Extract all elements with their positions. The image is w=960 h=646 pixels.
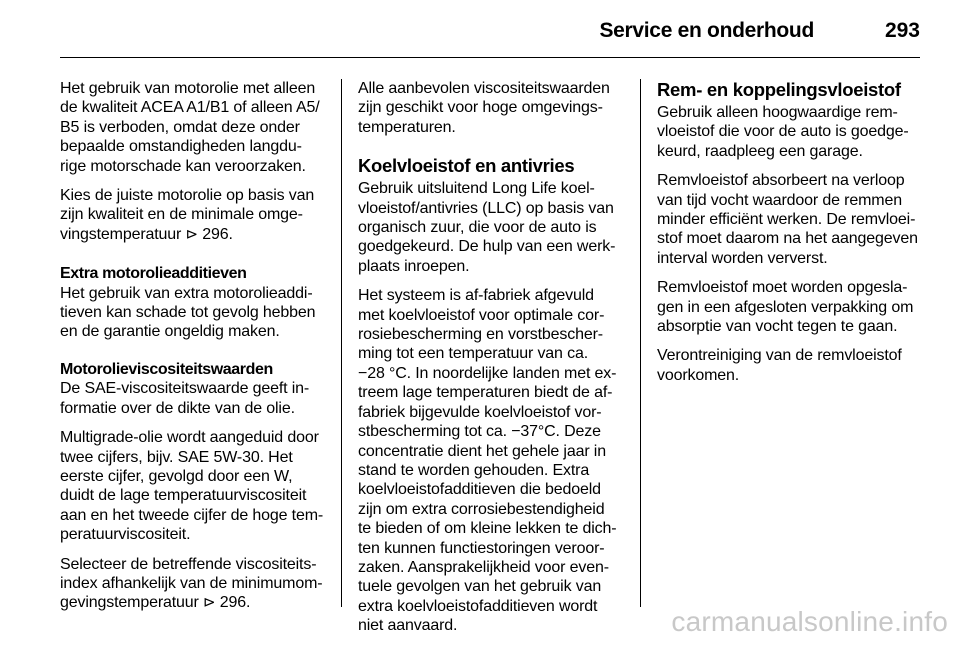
text-line: stof moet daarom na het aangegeven <box>657 230 918 248</box>
text-line: absorptie van vocht tegen te gaan. <box>657 318 898 336</box>
text-line: tieven kan schade tot gevolg hebben <box>60 304 316 322</box>
paragraph-brake-storage <box>657 278 927 336</box>
text-line: concentratie dient het gehele jaar in <box>358 442 606 460</box>
text-line: tuele gevolgen van het gebruik van <box>358 578 602 596</box>
text-line: goedgekeurd. De hulp van een werk- <box>358 238 616 256</box>
text-line: twee cijfers, bijv. SAE 5W-30. Het <box>60 448 293 466</box>
heading-brake-fluid: Rem- en koppelingsvloeistof <box>657 79 901 100</box>
page-reference-link[interactable]: 296. <box>219 594 251 612</box>
text-line: Verontreiniging van de remvloeistof <box>657 347 902 365</box>
text-line: zijn geschikt voor hoge omgevings- <box>358 99 603 117</box>
text-fragment: vingstemperatuur <box>60 225 182 243</box>
text-line: zaken. Aansprakelijkheid voor even- <box>358 558 609 576</box>
text-line: peratuurviscositeit. <box>60 526 191 544</box>
text-line: gen in een afgesloten verpakking om <box>657 298 914 316</box>
paragraph-brake-quality <box>657 103 927 161</box>
text-line: stand te worden gehouden. Extra <box>358 461 590 479</box>
column-1 <box>60 79 328 623</box>
watermark: carmanualsonline.info <box>671 606 948 637</box>
text-line: van tijd vocht waardoor de remmen <box>657 191 902 209</box>
text-line: index afhankelijk van de minimumom- <box>60 574 323 592</box>
text-line: Gebruik alleen hoogwaardige rem- <box>657 104 898 121</box>
paragraph-oil-quality <box>60 79 328 176</box>
section-title: Service en onderhoud <box>599 19 814 42</box>
subheading-viscosity: Motorolieviscositeitswaarden <box>60 360 273 378</box>
text-line: voorkomen. <box>657 366 740 384</box>
text-line: −28 °C. In noordelijke landen met ex- <box>358 364 617 382</box>
text-line: organisch zuur, die voor de auto is <box>358 219 597 237</box>
text-line: met koelvloeistof voor optimale cor- <box>358 306 605 324</box>
paragraph-additives <box>60 284 328 342</box>
text-line: treem lage temperaturen biedt de af- <box>358 384 613 402</box>
paragraph-multigrade <box>60 428 328 544</box>
column-2 <box>358 79 626 646</box>
text-line: vloeistof/antivries (LLC) op basis van <box>358 199 614 217</box>
text-line: de kwaliteit ACEA A1/B1 of alleen A5/ <box>60 99 320 117</box>
text-line: zijn om extra corrosiebestendigheid <box>358 500 605 518</box>
paragraph-choose-oil <box>60 186 328 244</box>
heading-coolant: Koelvloeistof en antivries <box>358 155 575 177</box>
text-line: Selecteer de betreffende viscositeits- <box>60 555 317 573</box>
paragraph-viscosity-values <box>358 79 626 137</box>
text-line: bepaalde omstandigheden langdu- <box>60 138 302 156</box>
text-line: rige motorschade kan veroorzaken. <box>60 157 306 175</box>
text-line: duidt de lage temperatuurviscositeit <box>60 487 307 505</box>
column-3 <box>657 79 927 395</box>
page-reference-link[interactable]: 296. <box>202 225 233 243</box>
text-line: Gebruik uitsluitend Long Life koel- <box>358 180 595 198</box>
text-line: fabriek bijgevulde koelvloeistof vor- <box>358 403 602 421</box>
text-line: extra koelvloeistofadditieven wordt <box>358 597 598 615</box>
reference-arrow-icon: ⊳ <box>203 594 216 612</box>
text-line: interval worden ververst. <box>657 249 828 267</box>
text-line: ten kunnen functiestoringen veroor- <box>358 539 605 557</box>
text-line: De SAE-viscositeitswaarde geeft in- <box>60 380 310 398</box>
paragraph-coolant-use <box>358 179 626 276</box>
text-line: minder efficiënt werken. De remvloei- <box>657 211 916 229</box>
text-line <box>60 225 328 244</box>
text-line: B5 is verboden, omdat deze onder <box>60 118 300 136</box>
text-line: Het gebruik van extra motorolieaddi- <box>60 284 313 302</box>
text-line: Remvloeistof moet worden opgesla- <box>657 279 908 297</box>
text-line: vloeistof die voor de auto is goedge- <box>657 123 909 141</box>
text-line: Kies de juiste motorolie op basis van <box>60 187 315 205</box>
text-line: temperaturen. <box>358 118 456 136</box>
text-line: plaats inroepen. <box>358 257 470 275</box>
text-line: Alle aanbevolen viscositeitswaarden <box>358 80 610 97</box>
text-line <box>60 593 328 612</box>
subheading-extra-additives: Extra motorolieadditieven <box>60 265 247 283</box>
text-line: formatie over de dikte van de olie. <box>60 399 295 417</box>
paragraph-brake-absorb <box>657 171 927 268</box>
column-divider-1 <box>341 79 342 607</box>
reference-arrow-icon: ⊳ <box>185 225 198 243</box>
paragraph-brake-contamination <box>657 346 927 385</box>
text-line: eerste cijfer, gevolgd door een W, <box>60 467 293 485</box>
text-line: Het gebruik van motorolie met alleen <box>60 80 316 97</box>
text-line: niet aanvaard. <box>358 617 458 635</box>
paragraph-sae <box>60 379 328 418</box>
text-line: ming tot een temperatuur van ca. <box>358 345 588 363</box>
text-line: stbescherming tot ca. −37°C. Deze <box>358 423 601 441</box>
text-line: rosiebescherming en vorstbescher- <box>358 326 603 344</box>
text-line: te bieden of om kleine lekken te dich- <box>358 520 617 538</box>
text-line: zijn kwaliteit en de minimale omge- <box>60 206 303 224</box>
paragraph-coolant-system <box>358 286 626 635</box>
text-line: Het systeem is af-fabriek afgevuld <box>358 287 594 305</box>
text-fragment: gevingstemperatuur <box>60 594 199 612</box>
text-line: keurd, raadpleeg een garage. <box>657 142 863 160</box>
column-divider-2 <box>640 79 641 607</box>
text-line: Multigrade-olie wordt aangeduid door <box>60 429 319 447</box>
text-line: en de garantie ongeldig maken. <box>60 323 280 341</box>
page-header <box>60 0 920 58</box>
text-line: koelvloeistofadditieven die bedoeld <box>358 481 601 499</box>
page-number: 293 <box>884 19 920 42</box>
text-line: Remvloeistof absorbeert na verloop <box>657 172 905 190</box>
text-line: aan en het tweede cijfer de hoge tem- <box>60 506 324 524</box>
paragraph-select-index <box>60 555 328 613</box>
